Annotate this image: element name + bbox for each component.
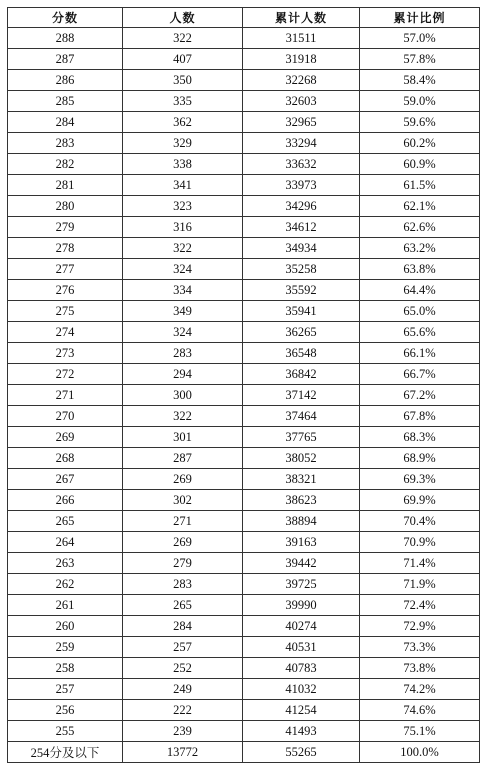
cell-cumulative-count: 35592 [243,280,360,301]
cell-cumulative-count: 36548 [243,343,360,364]
table-row [8,469,480,490]
table-row [8,679,480,700]
cell-count: 349 [123,301,243,322]
table-row [8,133,480,154]
cell-count: 300 [123,385,243,406]
cell-count: 269 [123,532,243,553]
table-row [8,49,480,70]
cell-score: 270 [8,406,123,427]
cell-cumulative-ratio: 66.7% [360,364,480,385]
cell-count: 322 [123,28,243,49]
cell-cumulative-ratio: 72.9% [360,616,480,637]
cell-cumulative-ratio: 64.4% [360,280,480,301]
cell-cumulative-count: 36842 [243,364,360,385]
table-row [8,553,480,574]
table-row [8,343,480,364]
cell-cumulative-ratio: 58.4% [360,70,480,91]
cell-cumulative-count: 41493 [243,721,360,742]
cell-cumulative-ratio: 69.9% [360,490,480,511]
table-row [8,301,480,322]
cell-cumulative-count: 37765 [243,427,360,448]
table-row [8,280,480,301]
cell-score: 278 [8,238,123,259]
cell-count: 265 [123,595,243,616]
cell-cumulative-count: 39442 [243,553,360,574]
cell-cumulative-ratio: 72.4% [360,595,480,616]
table-row [8,217,480,238]
header-cumulative-ratio: 累计比例 [360,8,480,28]
cell-cumulative-count: 37464 [243,406,360,427]
score-table-container [7,7,479,763]
cell-cumulative-count: 55265 [243,742,360,763]
cell-count: 222 [123,700,243,721]
cell-cumulative-count: 41254 [243,700,360,721]
cell-cumulative-ratio: 74.2% [360,679,480,700]
table-row [8,742,480,763]
cell-count: 334 [123,280,243,301]
cell-cumulative-ratio: 68.9% [360,448,480,469]
cell-cumulative-count: 38623 [243,490,360,511]
cell-count: 302 [123,490,243,511]
cell-count: 316 [123,217,243,238]
table-header [8,8,480,28]
cell-cumulative-ratio: 61.5% [360,175,480,196]
cell-score: 254分及以下 [8,742,123,763]
table-row [8,322,480,343]
cell-count: 279 [123,553,243,574]
cell-cumulative-count: 37142 [243,385,360,406]
cell-cumulative-ratio: 73.8% [360,658,480,679]
cell-cumulative-count: 32268 [243,70,360,91]
header-row [8,8,480,28]
cell-cumulative-count: 32965 [243,112,360,133]
cell-cumulative-ratio: 59.0% [360,91,480,112]
cell-cumulative-ratio: 65.0% [360,301,480,322]
cell-cumulative-ratio: 66.1% [360,343,480,364]
cell-cumulative-count: 33973 [243,175,360,196]
table-row [8,532,480,553]
header-cumulative-count: 累计人数 [243,8,360,28]
table-row [8,616,480,637]
cell-score: 286 [8,70,123,91]
cell-score: 276 [8,280,123,301]
cell-cumulative-count: 35258 [243,259,360,280]
cell-score: 258 [8,658,123,679]
table-row [8,658,480,679]
header-score: 分数 [8,8,123,28]
cell-count: 257 [123,637,243,658]
cell-count: 13772 [123,742,243,763]
table-row [8,196,480,217]
cell-score: 288 [8,28,123,49]
cell-cumulative-ratio: 68.3% [360,427,480,448]
cell-count: 329 [123,133,243,154]
table-row [8,406,480,427]
cell-count: 323 [123,196,243,217]
cell-cumulative-ratio: 75.1% [360,721,480,742]
cell-score: 257 [8,679,123,700]
cell-score: 285 [8,91,123,112]
cell-cumulative-ratio: 67.2% [360,385,480,406]
cell-count: 324 [123,259,243,280]
cell-score: 267 [8,469,123,490]
table-row [8,385,480,406]
table-row [8,574,480,595]
cell-cumulative-count: 36265 [243,322,360,343]
cell-cumulative-count: 32603 [243,91,360,112]
table-row [8,175,480,196]
cell-score: 273 [8,343,123,364]
header-count: 人数 [123,8,243,28]
cell-cumulative-ratio: 70.9% [360,532,480,553]
cell-count: 338 [123,154,243,175]
cell-score: 272 [8,364,123,385]
table-row [8,721,480,742]
cell-score: 269 [8,427,123,448]
cell-count: 271 [123,511,243,532]
cell-cumulative-count: 40531 [243,637,360,658]
cell-cumulative-count: 40783 [243,658,360,679]
cell-score: 271 [8,385,123,406]
cell-cumulative-count: 33294 [243,133,360,154]
cell-count: 322 [123,406,243,427]
table-row [8,70,480,91]
cell-score: 261 [8,595,123,616]
cell-cumulative-count: 39725 [243,574,360,595]
cell-count: 252 [123,658,243,679]
cell-cumulative-ratio: 74.6% [360,700,480,721]
table-row [8,28,480,49]
table-row [8,595,480,616]
cell-count: 283 [123,343,243,364]
cell-cumulative-ratio: 65.6% [360,322,480,343]
cell-cumulative-ratio: 59.6% [360,112,480,133]
cell-cumulative-ratio: 57.0% [360,28,480,49]
score-distribution-table [7,7,480,763]
cell-cumulative-ratio: 62.6% [360,217,480,238]
cell-score: 287 [8,49,123,70]
table-row [8,238,480,259]
cell-score: 277 [8,259,123,280]
cell-score: 274 [8,322,123,343]
cell-count: 341 [123,175,243,196]
cell-cumulative-count: 41032 [243,679,360,700]
cell-count: 249 [123,679,243,700]
cell-cumulative-ratio: 71.4% [360,553,480,574]
cell-count: 301 [123,427,243,448]
cell-cumulative-count: 34296 [243,196,360,217]
table-row [8,448,480,469]
cell-cumulative-count: 31511 [243,28,360,49]
cell-count: 350 [123,70,243,91]
table-body [8,28,480,763]
cell-cumulative-count: 38321 [243,469,360,490]
cell-cumulative-ratio: 63.8% [360,259,480,280]
cell-cumulative-count: 34612 [243,217,360,238]
cell-score: 259 [8,637,123,658]
cell-score: 284 [8,112,123,133]
table-row [8,427,480,448]
table-row [8,700,480,721]
cell-cumulative-count: 33632 [243,154,360,175]
table-row [8,259,480,280]
cell-count: 283 [123,574,243,595]
table-row [8,490,480,511]
cell-cumulative-ratio: 71.9% [360,574,480,595]
cell-score: 280 [8,196,123,217]
cell-score: 279 [8,217,123,238]
cell-score: 282 [8,154,123,175]
cell-cumulative-count: 34934 [243,238,360,259]
cell-score: 264 [8,532,123,553]
table-row [8,511,480,532]
cell-count: 335 [123,91,243,112]
cell-score: 256 [8,700,123,721]
table-row [8,154,480,175]
cell-score: 265 [8,511,123,532]
cell-cumulative-ratio: 60.2% [360,133,480,154]
cell-cumulative-count: 38052 [243,448,360,469]
cell-count: 362 [123,112,243,133]
cell-cumulative-count: 39990 [243,595,360,616]
cell-score: 255 [8,721,123,742]
cell-cumulative-ratio: 69.3% [360,469,480,490]
cell-cumulative-count: 35941 [243,301,360,322]
cell-cumulative-ratio: 73.3% [360,637,480,658]
cell-count: 322 [123,238,243,259]
cell-count: 407 [123,49,243,70]
cell-cumulative-count: 38894 [243,511,360,532]
cell-score: 281 [8,175,123,196]
cell-score: 266 [8,490,123,511]
cell-count: 294 [123,364,243,385]
cell-score: 268 [8,448,123,469]
cell-cumulative-ratio: 57.8% [360,49,480,70]
cell-count: 269 [123,469,243,490]
table-row [8,112,480,133]
cell-count: 287 [123,448,243,469]
table-row [8,364,480,385]
cell-cumulative-count: 31918 [243,49,360,70]
cell-cumulative-ratio: 60.9% [360,154,480,175]
cell-score: 263 [8,553,123,574]
cell-score: 283 [8,133,123,154]
cell-cumulative-ratio: 100.0% [360,742,480,763]
cell-cumulative-count: 39163 [243,532,360,553]
cell-score: 260 [8,616,123,637]
table-row [8,637,480,658]
cell-count: 239 [123,721,243,742]
cell-score: 262 [8,574,123,595]
cell-count: 324 [123,322,243,343]
cell-cumulative-count: 40274 [243,616,360,637]
cell-cumulative-ratio: 63.2% [360,238,480,259]
table-row [8,91,480,112]
cell-cumulative-ratio: 62.1% [360,196,480,217]
cell-count: 284 [123,616,243,637]
cell-score: 275 [8,301,123,322]
cell-cumulative-ratio: 70.4% [360,511,480,532]
cell-cumulative-ratio: 67.8% [360,406,480,427]
